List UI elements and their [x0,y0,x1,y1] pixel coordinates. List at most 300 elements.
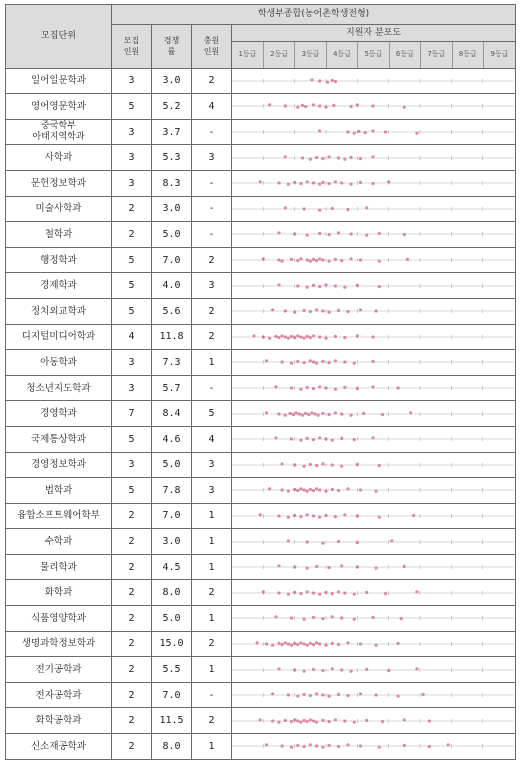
applicant-dot [353,362,356,365]
applicant-dot [277,412,280,415]
applicant-dot [312,489,315,492]
dept-cell [6,247,112,273]
applicant-dot [265,411,268,414]
applicant-dot [331,439,334,442]
applicant-dot [312,616,315,619]
applicant-dot [309,744,312,747]
admission-results-sheet [5,4,515,760]
rate-cell: 15.0 [152,631,192,657]
applicant-dot [428,719,431,722]
dept-cell [6,682,112,708]
applicant-dot [306,644,309,647]
applicant-dot [371,182,374,185]
extra-cell: 2 [192,298,232,324]
applicant-dot [312,438,315,441]
distribution-cell [232,324,516,350]
applicant-dot [378,516,381,519]
applicant-dot [406,258,409,261]
applicant-dot [284,335,287,338]
applicant-dot [340,412,343,415]
dept-cell [6,375,112,401]
distribution-cell [232,375,516,401]
dept-name-line: 식품영양학과 [30,612,87,624]
applicant-dot [318,592,321,595]
rate-cell: 8.0 [152,734,192,760]
table-title: 학생부종합(농어촌학생전형) [112,5,516,25]
distribution-plot [232,478,514,502]
distribution-plot [232,530,514,554]
extra-cell: 4 [192,94,232,120]
applicant-dot [318,183,321,186]
applicant-dot [397,386,400,389]
dept-cell [6,401,112,427]
dept-name-line: 사학과 [44,152,73,164]
applicant-dot [331,667,334,670]
applicant-dot [312,667,315,670]
distribution-plot [232,299,514,323]
extra-cell: - [192,196,232,222]
applicant-dot [306,590,309,593]
applicant-dot [290,362,293,365]
applicant-dot [304,411,307,414]
dept-cell [6,554,112,580]
table-row [6,401,516,427]
quota-cell: 5 [112,273,152,299]
applicant-dot [281,489,284,492]
applicant-dot [350,413,353,416]
applicant-dot [293,718,296,721]
applicant-dot [350,233,353,236]
distribution-cell [232,452,516,478]
rate-cell: 7.0 [152,247,192,273]
applicant-dot [309,694,312,697]
applicant-dot [303,719,306,722]
applicant-dot [331,616,334,619]
extra-cell: 1 [192,554,232,580]
quota-cell: 2 [112,657,152,683]
rate-cell: 5.2 [152,94,192,120]
applicant-dot [343,157,346,160]
applicant-dot [340,464,343,467]
dept-cell [6,273,112,299]
distribution-cell [232,145,516,171]
extra-cell: - [192,682,232,708]
applicant-dot [337,156,340,159]
table-row [6,94,516,120]
applicant-dot [252,334,255,337]
applicant-dot [281,260,284,263]
applicant-dot [306,720,309,723]
applicant-dot [310,78,313,81]
applicant-dot [318,208,321,211]
extra-cell: 3 [192,145,232,171]
applicant-dot [324,336,327,339]
applicant-dot [371,129,374,132]
applicant-dot [356,463,359,466]
applicant-dot [334,335,337,338]
applicant-dot [359,157,362,160]
header-extra-line2: 인원 [203,47,220,57]
applicant-dot [268,336,271,339]
applicant-dot [375,644,378,647]
applicant-dot [318,257,321,260]
applicant-dot [321,360,324,363]
applicant-dot [306,490,309,493]
applicant-dot [306,437,309,440]
applicant-dot [321,258,324,261]
applicant-dot [334,388,337,391]
rate-cell: 11.5 [152,708,192,734]
dept-cell [6,170,112,196]
table-row [6,375,516,401]
table-row [6,273,516,299]
dept-cell [6,529,112,555]
applicant-dot [378,746,381,749]
header-quota-line1: 모집 [123,36,140,46]
applicant-dot [306,567,309,570]
dept-name-line: 청소년지도학과 [26,382,91,394]
applicant-dot [287,592,290,595]
dept-cell [6,657,112,683]
quota-cell: 2 [112,606,152,632]
table-row [6,606,516,632]
applicant-dot [343,386,346,389]
dept-name-line: 디지털미디어학과 [21,331,96,343]
distribution-plot [232,146,514,170]
applicant-dot [334,718,337,721]
applicant-dot [281,334,284,337]
quota-cell: 5 [112,94,152,120]
applicant-dot [313,412,316,415]
quota-cell: 3 [112,375,152,401]
dept-cell [6,68,112,94]
distribution-plot [232,427,514,451]
table-row [6,631,516,657]
distribution-cell [232,273,516,299]
applicant-dot [306,180,309,183]
applicant-dot [312,719,315,722]
distribution-plot [232,376,514,400]
dept-cell [6,426,112,452]
applicant-dot [312,361,315,364]
applicant-dot [290,746,293,749]
applicant-dot [328,413,331,416]
applicant-dot [303,618,306,621]
distribution-cell [232,478,516,504]
applicant-dot [324,490,327,493]
applicant-dot [315,155,318,158]
applicant-dot [324,591,327,594]
distribution-cell [232,631,516,657]
applicant-dot [378,260,381,263]
applicant-dot [281,643,284,646]
applicant-dot [296,259,299,262]
applicant-dot [309,488,312,491]
applicant-dot [328,695,331,698]
extra-cell: 2 [192,324,232,350]
extra-cell: - [192,375,232,401]
dept-cell [6,452,112,478]
applicant-dot [315,488,318,491]
applicant-dot [315,259,318,262]
applicant-dot [371,155,374,158]
applicant-dot [287,516,290,519]
applicant-dot [365,206,368,209]
dept-name-line: 수학과 [44,536,73,548]
applicant-dot [346,488,349,491]
applicant-dot [287,694,290,697]
applicant-dot [324,438,327,441]
applicant-dot [321,181,324,184]
applicant-dot [371,436,374,439]
applicant-dot [296,106,299,109]
applicant-dot [415,667,418,670]
quota-cell: 2 [112,580,152,606]
quota-cell: 4 [112,324,152,350]
distribution-plot [232,350,514,374]
dept-name-line: 행정학과 [40,254,77,266]
applicant-dot [271,719,274,722]
rate-cell: 5.5 [152,657,192,683]
rate-cell: 3.7 [152,119,192,145]
quota-cell: 2 [112,503,152,529]
distribution-cell [232,119,516,145]
distribution-cell [232,350,516,376]
grade-label: 2등급 [263,42,294,68]
distribution-plot [232,69,514,93]
distribution-cell [232,606,516,632]
distribution-cell [232,196,516,222]
extra-cell: 2 [192,68,232,94]
dept-name-line: 경제학과 [40,280,77,292]
applicant-dot [284,155,287,158]
applicant-dot [277,591,280,594]
applicant-dot [290,258,293,261]
applicant-dot [277,564,280,567]
applicant-dot [309,310,312,313]
applicant-dot [274,616,277,619]
extra-cell: 1 [192,503,232,529]
applicant-dot [293,233,296,236]
table-row [6,222,516,248]
table-row [6,68,516,94]
applicant-dot [334,258,337,261]
applicant-dot [281,361,284,364]
applicant-dot [296,284,299,287]
applicant-dot [375,310,378,313]
dept-name-line: 중국학부 [41,121,76,132]
applicant-dot [290,644,293,647]
applicant-dot [293,642,296,645]
applicant-dot [296,489,299,492]
applicant-dot [334,411,337,414]
applicant-dot [415,132,418,135]
applicant-dot [309,360,312,363]
applicant-dot [343,285,346,288]
distribution-cell [232,708,516,734]
applicant-dot [321,310,324,313]
header-rate-line2: 률 [167,47,176,57]
table-row [6,247,516,273]
applicant-dot [364,131,367,134]
applicant-dot [356,387,359,390]
applicant-dot [290,617,293,620]
table-row [6,145,516,171]
header-rate-line1: 경쟁 [163,36,180,46]
applicant-dot [293,488,296,491]
applicant-dot [412,514,415,517]
applicant-dot [312,387,315,390]
dept-name-line: 생명과학정보학과 [21,638,96,650]
extra-cell: 2 [192,580,232,606]
applicant-dot [409,411,412,414]
applicant-dot [309,157,312,160]
table-row [6,734,516,760]
distribution-cell [232,68,516,94]
applicant-dot [381,413,384,416]
dept-cell [6,503,112,529]
applicant-dot [303,745,306,748]
applicant-dot [343,513,346,516]
table-row [6,452,516,478]
applicant-dot [390,539,393,542]
applicant-dot [318,129,321,132]
applicant-dot [277,667,280,670]
applicant-dot [403,744,406,747]
applicant-dot [315,308,318,311]
dept-cell [6,606,112,632]
applicant-dot [256,641,259,644]
quota-cell: 5 [112,298,152,324]
applicant-dot [293,514,296,517]
applicant-dot [378,464,381,467]
applicant-dot [400,617,403,620]
applicant-dot [321,617,324,620]
quota-cell: 3 [112,68,152,94]
applicant-dot [312,258,315,261]
applicant-dot [318,642,321,645]
applicant-dot [321,541,324,544]
applicant-dot [271,692,274,695]
applicant-dot [296,360,299,363]
applicant-dot [299,641,302,644]
applicant-dot [303,669,306,672]
distribution-plot [232,734,514,758]
applicant-dot [343,591,346,594]
applicant-dot [324,386,327,389]
applicant-dot [321,746,324,749]
grade-label: 9등급 [484,42,516,68]
applicant-dot [288,411,291,414]
applicant-dot [303,489,306,492]
applicant-dot [293,668,296,671]
applicant-dot [299,515,302,518]
rate-cell: 7.8 [152,478,192,504]
table-row [6,657,516,683]
applicant-dot [334,180,337,183]
applicant-dot [403,718,406,721]
table-row [6,682,516,708]
applicant-dot [331,79,334,82]
distribution-plot [232,222,514,246]
rate-cell: 7.3 [152,350,192,376]
applicant-dot [271,644,274,647]
applicant-dot [346,641,349,644]
extra-cell: 2 [192,631,232,657]
applicant-dot [337,643,340,646]
applicant-dot [262,257,265,260]
applicant-dot [274,335,277,338]
applicant-dot [371,616,374,619]
rate-cell: 5.0 [152,222,192,248]
applicant-dot [274,436,277,439]
admission-table [5,4,516,760]
distribution-plot [232,274,514,298]
extra-cell: 5 [192,401,232,427]
grade-label: 3등급 [295,42,326,68]
applicant-dot [318,285,321,288]
applicant-dot [303,464,306,467]
dept-name-line: 법학과 [44,484,73,496]
applicant-dot [422,693,425,696]
rate-cell: 4.5 [152,554,192,580]
applicant-dot [315,692,318,695]
extra-cell: 1 [192,734,232,760]
applicant-dot [340,182,343,185]
header-extra [192,25,232,69]
applicant-dot [331,642,334,645]
applicant-dot [334,284,337,287]
applicant-dot [328,233,331,236]
applicant-dot [298,412,301,415]
applicant-dot [375,567,378,570]
applicant-dot [317,413,320,416]
table-row [6,324,516,350]
distribution-cell [232,247,516,273]
applicant-dot [340,617,343,620]
applicant-dot [306,258,309,261]
distribution-plot [232,94,514,118]
header-quota-line2: 인원 [123,47,140,57]
applicant-dot [296,643,299,646]
applicant-dot [337,693,340,696]
distribution-cell [232,657,516,683]
quota-cell: 2 [112,554,152,580]
applicant-dot [350,257,353,260]
distribution-plot [232,453,514,477]
applicant-dot [343,336,346,339]
applicant-dot [309,642,312,645]
rate-cell: 3.0 [152,196,192,222]
applicant-dot [326,80,329,83]
applicant-dot [321,157,324,160]
grade-label: 6등급 [389,42,420,68]
applicant-dot [293,566,296,569]
dept-name-line: 영어영문학과 [30,100,87,112]
distribution-plot [232,683,514,707]
applicant-dot [315,745,318,748]
applicant-dot [290,335,293,338]
applicant-dot [287,490,290,493]
distribution-plot [232,632,514,656]
quota-cell: 3 [112,452,152,478]
applicant-dot [284,105,287,108]
extra-cell: 1 [192,350,232,376]
applicant-dot [359,642,362,645]
quota-cell: 5 [112,478,152,504]
applicant-dot [337,745,340,748]
distribution-cell [232,94,516,120]
